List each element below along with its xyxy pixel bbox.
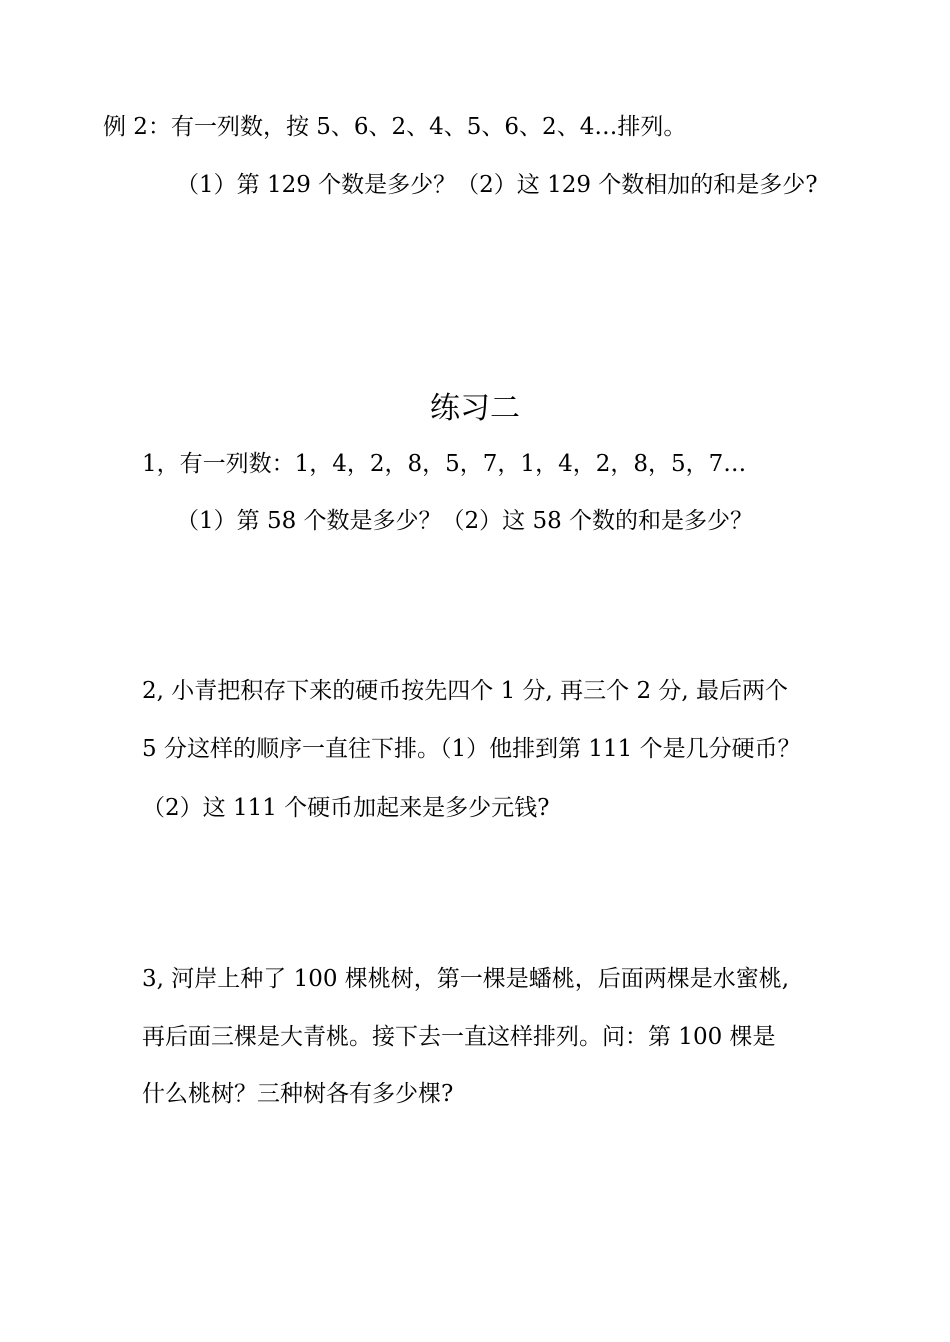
question-3-line-2: 再后面三棵是大青桃。接下去一直这样排列。问：第 100 棵是	[142, 1024, 776, 1050]
question-1-line-2: （1）第 58 个数是多少？（2）这 58 个数的和是多少？	[176, 508, 754, 534]
question-3-line-1: 3, 河岸上种了 100 棵桃树，第一棵是蟠桃，后面两棵是水蜜桃,	[142, 966, 790, 992]
question-3-line-3: 什么桃树？三种树各有多少棵?	[142, 1081, 454, 1107]
example-2-problem: 例 2：有一列数，按 5、6、2、4、5、6、2、4…排列。	[103, 114, 687, 140]
question-2-line-2: 5 分这样的顺序一直往下排。（1）他排到第 111 个是几分硬币？	[142, 736, 801, 762]
question-2-line-1: 2, 小青把积存下来的硬币按先四个 1 分, 再三个 2 分, 最后两个	[142, 678, 789, 704]
question-1-line-1: 1，有一列数：1，4，2，8，5，7，1，4，2，8，5，7…	[142, 451, 747, 477]
example-2-questions: （1）第 129 个数是多少？（2）这 129 个数相加的和是多少?	[176, 172, 818, 198]
practice-title: 练习二	[430, 391, 520, 426]
question-2-line-3: （2）这 111 个硬币加起来是多少元钱?	[142, 795, 550, 821]
